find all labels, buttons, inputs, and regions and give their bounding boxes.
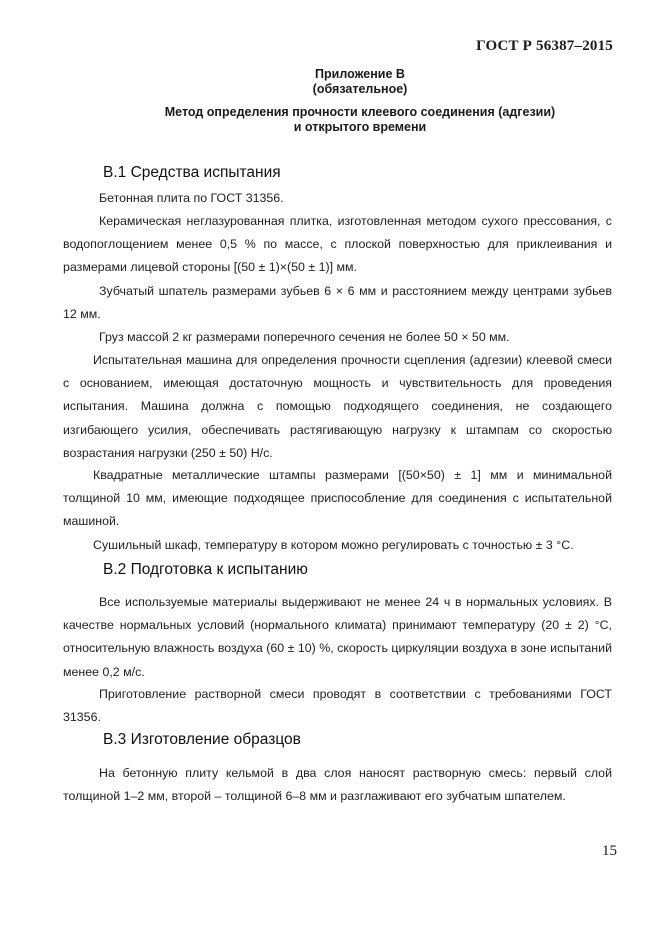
paragraph: Груз массой 2 кг размерами поперечного сечения не более 50 × 50 мм.: [99, 330, 510, 344]
paragraph: Все используемые материалы выдерживают не менее 24 ч в нормальных условиях. В качестве нормальных условий (нормального климата) принимают температуру (20 ± 2) °С, относительную влажность воздуха (60 ± 10) %, скорость циркуляции воздуха в зоне испытаний менее 0,2 м/с.: [63, 595, 612, 679]
paragraph: Керамическая неглазурованная плитка, изготовленная методом сухого прессования, с водопоглощением менее 0,5 % по массе, с плоской поверхностью для приклеивания и размерами лицевой стороны [(50 ± 1)×(50 ± 1)] мм.: [63, 214, 612, 275]
section-heading-b1: В.1 Средства испытания: [103, 164, 281, 181]
page-number: 15: [602, 843, 617, 859]
paragraph: Сушильный шкаф, температуру в котором можно регулировать с точностью ± 3 °С.: [93, 538, 574, 552]
paragraph: Квадратные металлические штампы размерами [(50×50) ± 1] мм и минимальной толщиной 10 мм, имеющие подходящее приспособление для соединения с испытательной машиной.: [63, 468, 612, 529]
paragraph: Приготовление растворной смеси проводят в соответствии с требованиями ГОСТ 31356.: [63, 687, 612, 725]
section-heading-b3: В.3 Изготовление образцов: [103, 731, 301, 748]
appendix-status: (обязательное): [312, 82, 408, 96]
paragraph: Испытательная машина для определения прочности сцепления (адгезии) клеевой смеси с основанием, имеющая достаточную мощность и чувствительность для проведения испытания. Машина должна с помощью подходящего соединения, не создающего изгибающего усилия, обеспечивать растягивающую нагрузку к штампам со скоростью возрастания нагрузки (250 ± 50) Н/с.: [63, 353, 612, 460]
appendix-title-line2: и открытого времени: [293, 120, 427, 134]
standard-number: ГОСТ Р 56387–2015: [476, 38, 613, 54]
paragraph: Бетонная плита по ГОСТ 31356.: [99, 191, 284, 205]
section-heading-b2: В.2 Подготовка к испытанию: [103, 561, 308, 578]
appendix-title-line1: Метод определения прочности клеевого соединения (адгезии): [164, 105, 556, 119]
paragraph: Зубчатый шпатель размерами зубьев 6 × 6 мм и расстоянием между центрами зубьев 12 мм.: [63, 284, 612, 322]
paragraph: На бетонную плиту кельмой в два слоя наносят растворную смесь: первый слой толщиной 1–2 мм, второй – толщиной 6–8 мм и разглаживают его зубчатым шпателем.: [63, 766, 612, 804]
appendix-label: Приложение В: [315, 67, 405, 81]
